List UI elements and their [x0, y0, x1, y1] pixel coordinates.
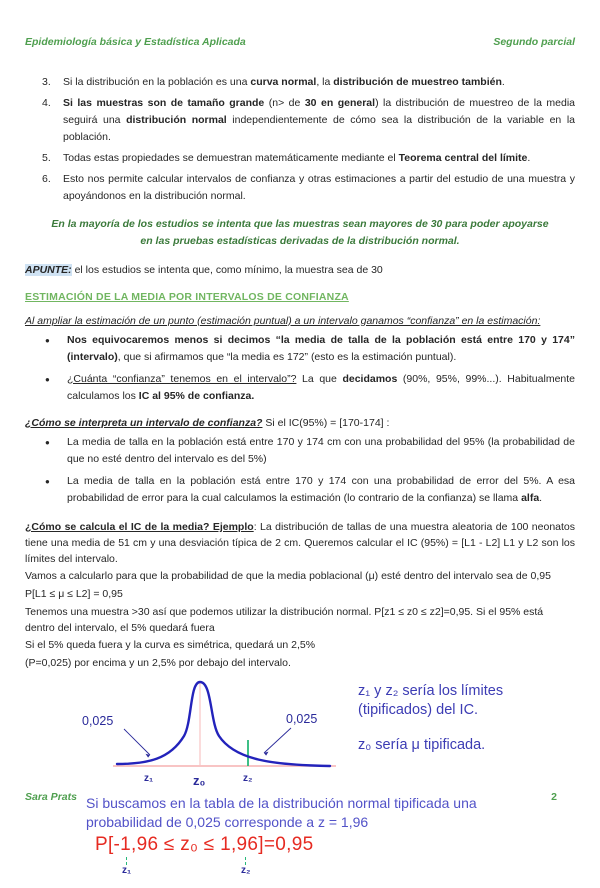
footer-page-number: 2: [551, 791, 557, 803]
side-annotation-line3: z₀ sería μ tipificada.: [358, 737, 486, 754]
text-run-bold: decidamos: [342, 372, 398, 385]
header-course-title: Epidemiología básica y Estadística Aplicada: [25, 36, 246, 48]
text-run: Todas estas propiedades se demuestran matemáticamente mediante el: [63, 152, 399, 164]
bullet-marker: ●: [45, 374, 50, 384]
formula-z2-marker: [241, 857, 250, 877]
amplify-bullets: [25, 332, 575, 405]
spacer: [358, 720, 583, 736]
text-run-bold: distribución normal: [126, 114, 227, 126]
interpret-bullets: [25, 434, 575, 507]
footer-author: Sara Prats: [25, 791, 77, 803]
numbered-list: [25, 74, 575, 205]
bullet-marker: ●: [45, 335, 50, 345]
bell-curve-chart: [80, 676, 350, 791]
text-run-bold: distribución de muestreo también: [333, 76, 502, 88]
list-item-text: [63, 95, 575, 146]
text-run: .: [539, 491, 543, 504]
z1-label: z₁: [122, 864, 132, 876]
calc-line-3: Tenemos una muestra >30 así que podemos utilizar la distribución normal. P[z1 ≤ z0 ≤ z2]=0,95. Si el 95% está dentro del intervalo, el 5% quedará fuera: [25, 605, 544, 634]
axis-label-z0: z₀: [193, 772, 206, 788]
calc-paragraph: [25, 519, 575, 568]
left-callout-line: [124, 729, 150, 755]
interpret-lead: [25, 417, 575, 429]
header-exam-label: Segundo parcial: [493, 36, 575, 48]
calc-line-5: (P=0,025) por encima y un 2,5% por debajo del intervalo.: [25, 657, 291, 670]
right-callout-line: [264, 728, 291, 753]
text-run-bold: Si las muestras son de tamaño grande: [63, 97, 269, 109]
section-heading: ESTIMACIÓN DE LA MEDIA POR INTERVALOS DE CONFIANZA: [25, 290, 349, 303]
text-run: .: [527, 152, 531, 164]
text-run: La media de talla en la población está entre 170 y 174 con una probabilidad de error del 5%. A esa probabilidad de error para la cual calculamos la estimación (lo contrario de la confianza) se llama: [67, 474, 575, 504]
list-item-number: 4.: [42, 97, 51, 109]
calc-line-4: Si el 5% queda fuera y la curva es simétrica, quedará un 2,5%: [25, 639, 316, 652]
bullet-item: [25, 473, 575, 507]
bullet-text: [67, 332, 575, 366]
green-note-paragraph: En la mayoría de los estudios se intenta que las muestras sean mayores de 30 para poder apoyarse en las pruebas estadísticas derivadas de la distribución normal.: [51, 218, 549, 248]
figure-side-annotation: [358, 682, 583, 755]
text-run: .: [501, 76, 505, 88]
apunte-highlight-label: APUNTE:: [25, 263, 72, 276]
text-run: Si la distribución en la población es una: [63, 76, 251, 88]
formula-z1-marker: [122, 857, 131, 877]
z2-dashed-arrow: [245, 857, 246, 865]
list-item-text: [63, 150, 575, 167]
text-run-underline: ¿Cuánta “confianza” tenemos en el intervalo”?: [67, 372, 297, 385]
list-item-text: [63, 74, 575, 91]
bullet-item: [25, 371, 575, 405]
text-run: , que si afirmamos que “la media es 172” (esto es la estimación puntual).: [117, 350, 457, 363]
bullet-text: [67, 473, 575, 507]
axis-label-z1: z₁: [144, 772, 154, 784]
list-item-number: 3.: [42, 76, 51, 88]
text-run-bold: 30 en general: [304, 97, 376, 109]
list-item-text: [63, 171, 575, 205]
bullet-marker: ●: [45, 476, 50, 486]
bullet-text: [67, 371, 575, 405]
z1-dashed-arrow: [126, 857, 127, 865]
list-item-5: [25, 150, 575, 167]
normal-curve-figure: [25, 676, 575, 888]
figure-note-text: Si buscamos en la tabla de la distribución normal tipificada una probabilidad de 0,025 corresponde a z = 1,96: [86, 794, 477, 831]
text-run-bold: Nos equivocaremos menos si decimos “la media de talla de la población está entre 170 y 174” (intervalo): [67, 333, 575, 363]
text-run: La que: [296, 372, 343, 385]
apunte-text: el los estudios se intenta que, como mínimo, la muestra sea de 30: [71, 263, 383, 276]
text-run-bold: Teorema central del límite: [398, 152, 528, 164]
text-run: (90%, 95%, 99%...). Habitualmente calculamos los: [67, 372, 576, 402]
text-run: (n> de: [268, 97, 305, 109]
calc-line-1: Vamos a calcularlo para que la probabilidad de que la media poblacional (μ) esté dentro del intervalo sea de 0,95: [25, 570, 551, 583]
axis-label-z2: z₂: [243, 772, 253, 784]
bullet-marker: ●: [45, 437, 50, 447]
list-item-3: [25, 74, 575, 91]
text-run-bold: IC al 95% de confianza.: [138, 389, 255, 402]
apunte-line: [25, 264, 575, 276]
text-run: Esto nos permite calcular intervalos de confianza y otras estimaciones a partir del estudio de una muestra y apoyándonos en la distribución normal.: [63, 173, 575, 202]
probability-formula: P[-1,96 ≤ z₀ ≤ 1,96]=0,95: [95, 833, 314, 855]
calc-line-2: P[L1 ≤ μ ≤ L2] = 0,95: [25, 588, 123, 601]
bullet-item: [25, 332, 575, 366]
bullet-text: La media de talla en la población está entre 170 y 174 cm con una probabilidad del 95% (la probabilidad de que no esté dentro del intervalo es del 5%): [67, 435, 575, 465]
right-tail-label: 0,025: [286, 711, 318, 726]
text-run: independientemente de cómo sea la distribución de la variable en la población.: [63, 114, 575, 143]
list-item-number: 6.: [42, 173, 51, 185]
side-annotation-line1: z₁ y z₂ sería los límites: [358, 682, 504, 699]
text-run: ) la distribución de muestreo de la media seguirá una: [63, 97, 576, 126]
text-run: Si el IC(95%) = [170-174] :: [262, 416, 390, 429]
text-run: : La distribución de tallas de una muestra aleatoria de 100 neonatos tiene una media de 51 cm y una desviación típica de 2 cm. Queremos calcular el IC (95%) = [L1 - L2] L1 y L2 son los límites del intervalo.: [25, 520, 576, 566]
z2-label: z₂: [241, 864, 251, 876]
list-item-number: 5.: [42, 152, 51, 164]
list-item-6: [25, 171, 575, 205]
text-run-bold: alfa: [521, 491, 540, 504]
bullet-item: [25, 434, 575, 468]
side-annotation-line2: (tipificados) del IC.: [358, 702, 479, 719]
amplify-lead: Al ampliar la estimación de un punto (estimación puntual) a un intervalo ganamos “confianza” en la estimación:: [25, 314, 541, 327]
text-run-question: ¿Cómo se interpreta un intervalo de confianza?: [25, 416, 263, 429]
page-header: [25, 36, 575, 48]
text-run-question: ¿Cómo se calcula el IC de la media? Ejemplo: [25, 520, 254, 533]
list-item-4: [25, 95, 575, 146]
text-run: , la: [316, 76, 334, 88]
text-run-bold: curva normal: [250, 76, 317, 88]
page-footer: [25, 791, 575, 803]
left-tail-label: 0,025: [82, 713, 114, 728]
